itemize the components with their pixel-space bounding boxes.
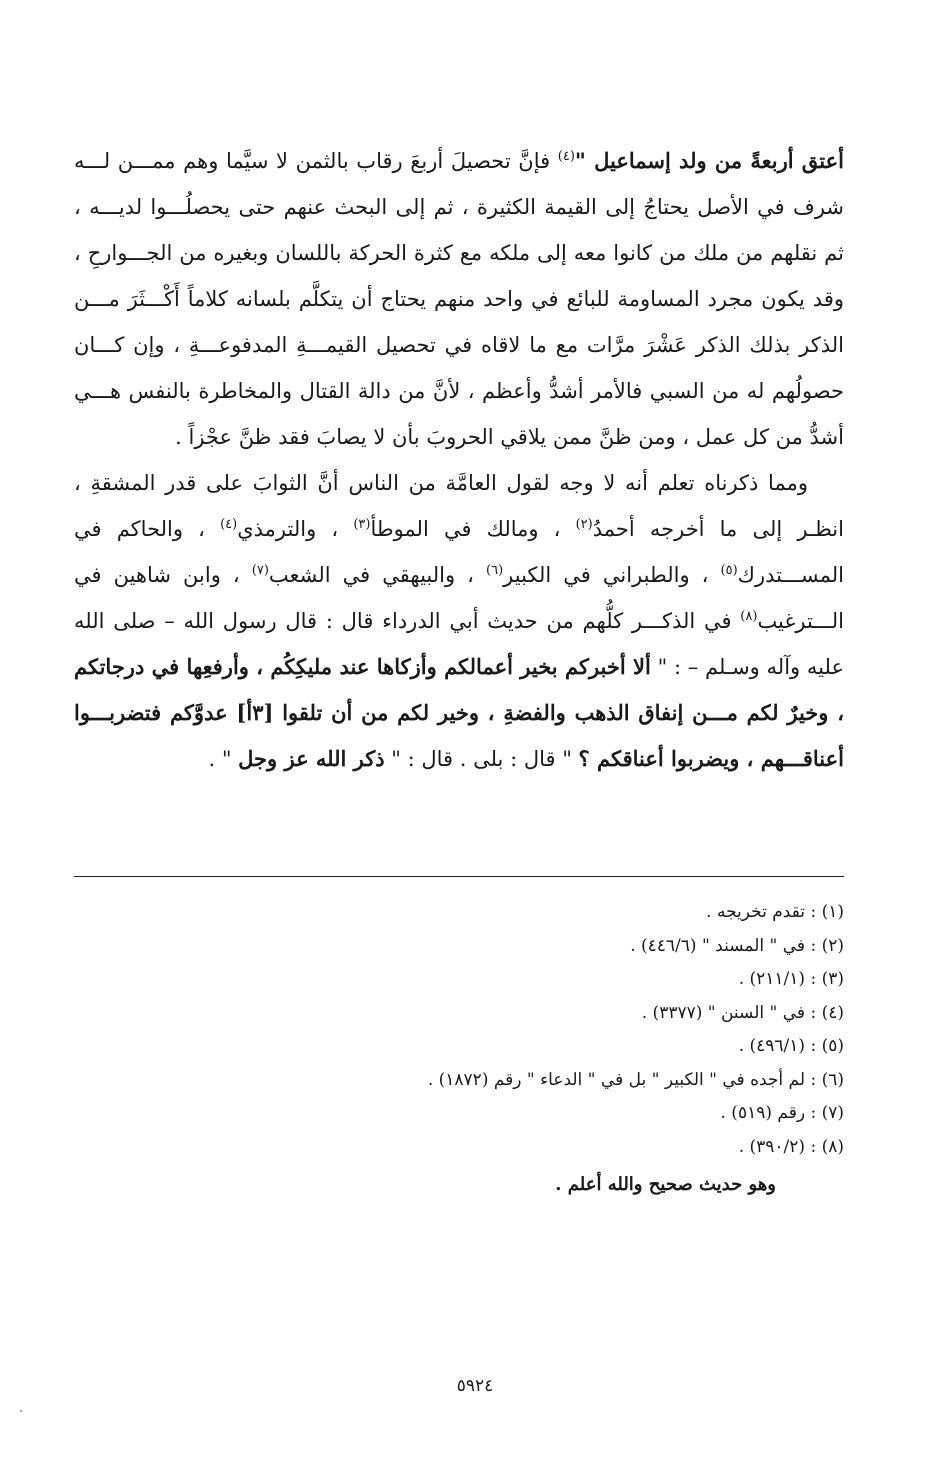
paragraph-2-text: ، ومالك في الموطأ <box>370 517 576 541</box>
paragraph-2-text: ، والبيهقي في الشعب <box>268 563 487 587</box>
paragraph-2-text: ، والحاكم في المســـتدرك <box>74 517 845 587</box>
paragraph-1-text: فإنَّ تحصيلَ أربعَ رقاب بالثمن لا سيَّما وهم ممـــن لـــه شرف في الأصل يحتاجُ إلى القيمة الكثيرة ، ثم إلى البحث عنهم حتى يحصلُـــوا لديـــه ، ثم نقلهم من ملك من كانوا معه إلى ملكه مع كثرة الحركة باللسان وبغيره من الجـــوارحِ ، وقد يكون مجرد المساومة للبائع في واحد منهم يحتاج أن يتكلَّم بلسانه كلاماً أَكْـــثَرَ مـــن الذكر بذلك الذكر عَشْرَ مرَّات مع ما لاقاه في تحصيل القيمـــةِ المدفوعـــةِ ، وإن كـــان حصولُهم له من السبي فالأمر أشدُّ وأعظم ، لأنَّ من دالة القتال والمخاطرة بالنفس هـــي أشدُّ من كل عمل ، ومن ظنَّ ممن يلاقي الحروبَ بأن لا يصابَ فقد ظنَّ عجْزاً . <box>74 149 845 449</box>
footnote-ref-4b: (٤) <box>220 517 238 532</box>
scan-speck <box>20 1410 22 1412</box>
footnote-8: (٨) : (٣٩٠/٢) . <box>738 1136 844 1157</box>
page-number: ٥٩٢٤ <box>456 1376 494 1396</box>
footnote-ref-8: (٨) <box>740 609 758 624</box>
footnote-divider <box>74 876 844 877</box>
hadith-quote-bold: ألا أخبركم بخير أعمالكم وأزكاها عند مليكِكُم ، وأرفعِها في درجاتكم ، وخيرٌ لكم مـــن إنفاق الذهب والفضةِ ، وخير لكم من أن تلقوا [٣أ] عدوَّكم فتضربـــوا أعناقـــهم ، ويضربوا أعناقكم ؟ <box>74 654 844 771</box>
hadith-answer-bold: ذكر الله عز وجل <box>238 746 385 771</box>
paragraph-2 <box>74 460 844 782</box>
closing-note: وهو حديث صحيح والله أعلم . <box>555 1174 776 1195</box>
paragraph-2-text: ، وابن شاهين في الـــترغيب <box>74 563 844 633</box>
footnote-ref-2: (٢) <box>575 517 593 532</box>
footnote-6: (٦) : لم أجده في " الكبير " بل في " الدعاء " رقم (١٨٧٢) . <box>427 1069 844 1090</box>
footnote-ref-7: (٧) <box>251 563 269 578</box>
footnote-7: (٧) : رقم (٥١٩) . <box>720 1103 844 1123</box>
paragraph-1 <box>74 138 844 460</box>
footnote-2: (٢) : في " المسند " (٤٤٦/٦) . <box>630 935 844 956</box>
footnote-ref-6: (٦) <box>486 563 504 578</box>
footnote-1: (١) : تقدم تخريجه . <box>706 902 844 922</box>
paragraph-2-text: ، والطبراني في الكبير <box>503 563 721 587</box>
footnote-5: (٥) : (٤٩٦/١) . <box>738 1036 844 1056</box>
footnote-ref-3: (٣) <box>353 517 371 532</box>
footnote-4: (٤) : في " السنن " (٣٣٧٧) . <box>641 1002 844 1023</box>
footnotes <box>74 896 844 1202</box>
footnote-ref-4: (٤) <box>557 149 575 164</box>
footnote-ref-5: (٥) <box>720 563 738 578</box>
paragraph-2-text: في الذكـــر كلُّهم من حديث أبي الدرداء قال : قال رسول الله – صلى الله عليه وآله وسـلم – : " <box>74 609 844 679</box>
paragraph-2-text: ، والترمذي <box>237 517 354 541</box>
paragraph-2-text: " . <box>208 747 239 771</box>
paragraph-2-text: ومما ذكرناه تعلم أنه لا وجه لقول العامَّة من الناس أنَّ الثوابَ على قدر المشقةِ ، انظـر إلى ما أخرجه أحمدُ <box>74 471 844 541</box>
hadith-excerpt-bold: أعتق أربعةً من ولد إسماعيل " <box>574 148 844 173</box>
main-text <box>74 138 844 782</box>
paragraph-2-text: " قال : بلى . قال : " <box>384 747 579 771</box>
footnote-3: (٣) : (٢١١/١) . <box>738 969 844 989</box>
